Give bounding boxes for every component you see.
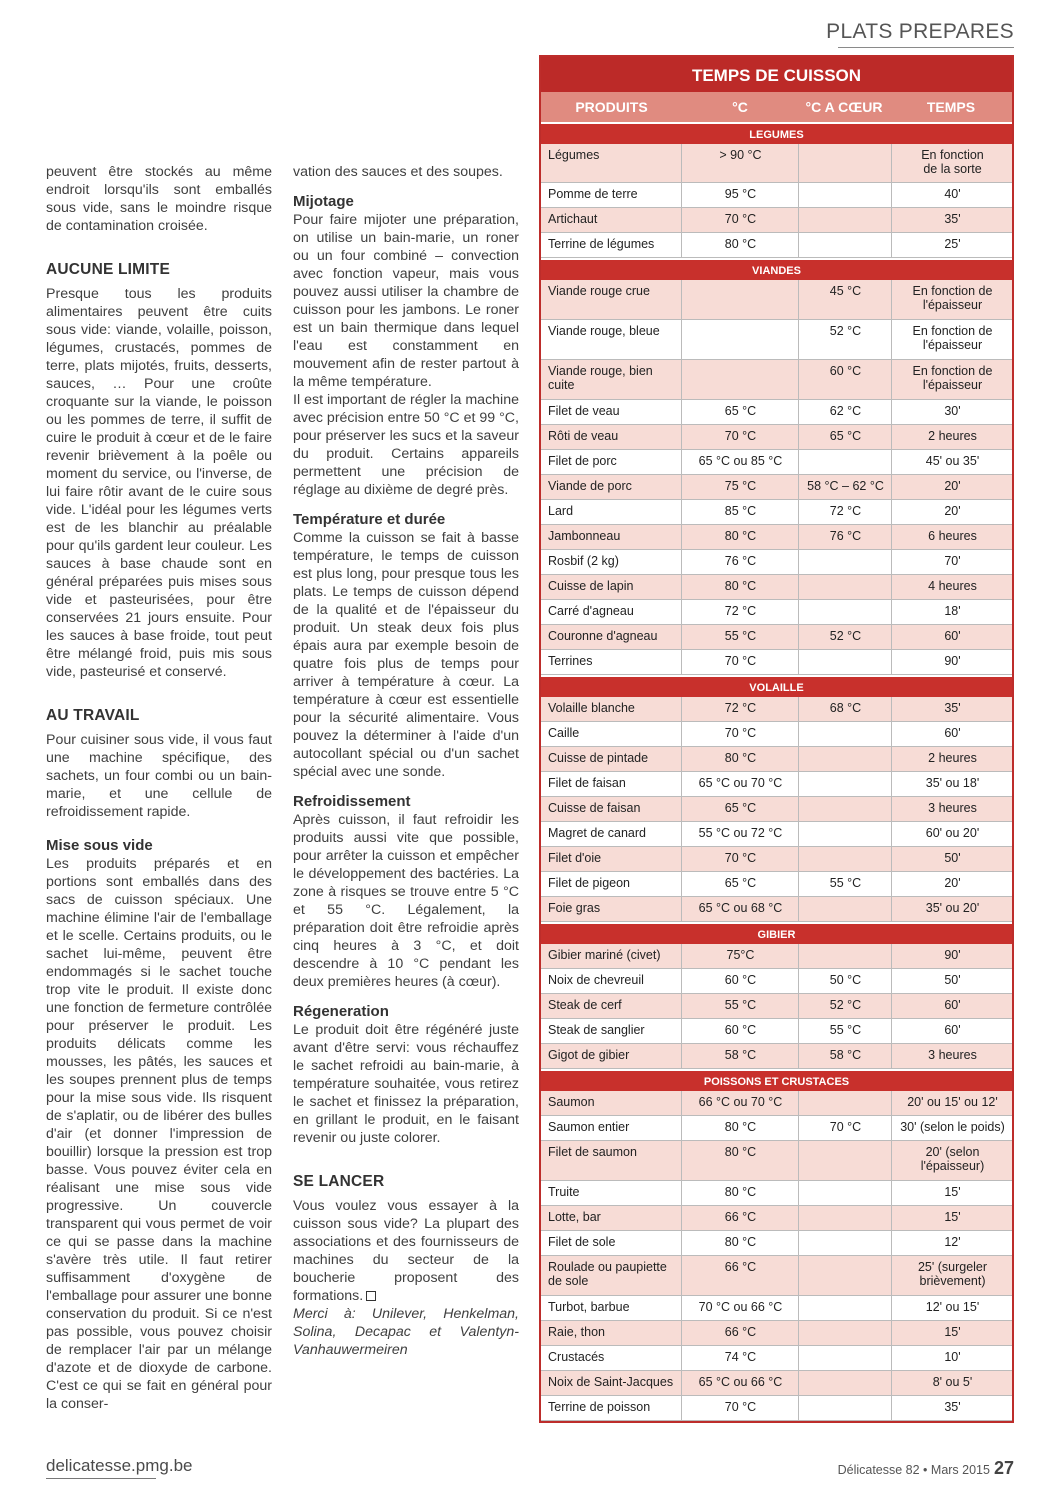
cell-core-temperature (799, 233, 892, 258)
cell-core-temperature: 76 °C (799, 525, 892, 550)
cell-product: Légumes (541, 144, 682, 183)
category-row: GIBIER (541, 922, 1012, 944)
cell-core-temperature: 52 °C (799, 994, 892, 1019)
cell-time: 35' ou 18' (892, 772, 1012, 797)
cell-product: Pomme de terre (541, 183, 682, 208)
table-row (541, 994, 1012, 1019)
cell-time: En fonction de la sorte (892, 144, 1012, 183)
cell-core-temperature: 68 °C (799, 697, 892, 722)
cell-core-temperature: 55 °C (799, 1019, 892, 1044)
cell-time: 60' (892, 625, 1012, 650)
cell-product: Artichaut (541, 208, 682, 233)
cell-core-temperature (799, 183, 892, 208)
table-row (541, 697, 1012, 722)
table-row (541, 233, 1012, 258)
table-row (541, 1396, 1012, 1421)
cell-time: 4 heures (892, 575, 1012, 600)
paragraph: Après cuisson, il faut refroidir les produits aussi vite que possible, pour arrêter la cuisson et empêcher le développement des bactéries. La zone à risques se trouve entre 5 °C et 55 °C. Légalement, la préparation doit être refroidie après cinq heures à 3 °C, et doit descendre à 10 °C pendant les deux premières heures (à cœur). (293, 812, 519, 990)
cell-time: 10' (892, 1346, 1012, 1371)
cell-product: Caille (541, 722, 682, 747)
cell-core-temperature (799, 1371, 892, 1396)
heading-se-lancer: SE LANCER (293, 1173, 385, 1190)
cell-time: 3 heures (892, 1044, 1012, 1069)
category-row: POISSONS ET CRUSTACES (541, 1069, 1012, 1091)
table-row (541, 425, 1012, 450)
cell-product: Turbot, barbue (541, 1296, 682, 1321)
cell-time: 45' ou 35' (892, 450, 1012, 475)
cell-temperature: 65 °C ou 66 °C (682, 1371, 799, 1396)
table-header-row (541, 92, 1012, 122)
cell-time: 35' (892, 697, 1012, 722)
cell-product: Cuisse de lapin (541, 575, 682, 600)
cell-time: 20' (892, 500, 1012, 525)
table-row (541, 400, 1012, 425)
cell-temperature: 65 °C ou 85 °C (682, 450, 799, 475)
cell-temperature: 80 °C (682, 525, 799, 550)
paragraph-text: Vous voulez vous essayer à la cuisson sous vide? La plupart des associations et des fournisseurs de machines du secteur de la boucherie proposent des formations. (293, 1198, 519, 1304)
heading-aucune-limite: AUCUNE LIMITE (46, 261, 171, 278)
cell-temperature: 70 °C (682, 722, 799, 747)
cell-time: 90' (892, 650, 1012, 675)
cell-time: 30' (selon le poids) (892, 1116, 1012, 1141)
cell-temperature: 55 °C (682, 994, 799, 1019)
cell-core-temperature (799, 144, 892, 183)
table-title: TEMPS DE CUISSON (541, 57, 1012, 92)
cell-core-temperature (799, 1141, 892, 1181)
cell-product: Filet de porc (541, 450, 682, 475)
issue-label: Délicatesse 82 • Mars 2015 (837, 1463, 990, 1477)
cooking-times-table (539, 55, 1014, 1423)
table-row (541, 183, 1012, 208)
cell-temperature: 72 °C (682, 600, 799, 625)
cell-product: Filet de saumon (541, 1141, 682, 1181)
cell-core-temperature: 52 °C (799, 625, 892, 650)
cell-product: Filet d'oie (541, 847, 682, 872)
cell-product: Terrines (541, 650, 682, 675)
cell-core-temperature (799, 575, 892, 600)
column-header-temps: TEMPS (926, 99, 976, 115)
table-row (541, 1296, 1012, 1321)
cell-temperature: 65 °C (682, 797, 799, 822)
cell-time: 30' (892, 400, 1012, 425)
cell-time: 3 heures (892, 797, 1012, 822)
cell-product: Terrine de légumes (541, 233, 682, 258)
heading-refroidissement: Refroidissement (293, 793, 411, 810)
cell-product: Noix de Saint-Jacques (541, 1371, 682, 1396)
cell-product: Gigot de gibier (541, 1044, 682, 1069)
cell-temperature: 74 °C (682, 1346, 799, 1371)
cell-core-temperature: 72 °C (799, 500, 892, 525)
page-number: 27 (993, 1458, 1014, 1478)
cell-temperature: 70 °C (682, 425, 799, 450)
table-row (541, 772, 1012, 797)
cell-temperature: 65 °C (682, 872, 799, 897)
table-row (541, 600, 1012, 625)
cell-core-temperature: 45 °C (799, 280, 892, 320)
cell-time: 40' (892, 183, 1012, 208)
cell-temperature: 72 °C (682, 697, 799, 722)
cell-product: Foie gras (541, 897, 682, 922)
cell-time: 35' (892, 1396, 1012, 1421)
cell-product: Lard (541, 500, 682, 525)
cell-time: 60' (892, 994, 1012, 1019)
cell-time: 15' (892, 1206, 1012, 1231)
cell-temperature: 80 °C (682, 1181, 799, 1206)
cell-core-temperature (799, 450, 892, 475)
table-row (541, 1256, 1012, 1296)
column-header-temperature: °C (732, 99, 748, 115)
website-underline (46, 1478, 156, 1479)
table-row (541, 847, 1012, 872)
cell-product: Jambonneau (541, 525, 682, 550)
cell-product: Viande rouge, bleue (541, 320, 682, 360)
table-row (541, 747, 1012, 772)
table-row (541, 1206, 1012, 1231)
table-row (541, 360, 1012, 400)
cell-product: Rôti de veau (541, 425, 682, 450)
cell-temperature: 66 °C (682, 1256, 799, 1296)
table-row (541, 625, 1012, 650)
cell-temperature: 58 °C (682, 1044, 799, 1069)
cell-product: Steak de cerf (541, 994, 682, 1019)
cell-product: Lotte, bar (541, 1206, 682, 1231)
table-row (541, 797, 1012, 822)
cell-time: 35' ou 20' (892, 897, 1012, 922)
cell-temperature: 85 °C (682, 500, 799, 525)
table-row (541, 1116, 1012, 1141)
table-row (541, 280, 1012, 320)
cell-core-temperature (799, 650, 892, 675)
cell-temperature: 80 °C (682, 747, 799, 772)
cell-core-temperature (799, 847, 892, 872)
cell-time: 50' (892, 847, 1012, 872)
cell-temperature: 70 °C ou 66 °C (682, 1296, 799, 1321)
cell-temperature: 65 °C ou 70 °C (682, 772, 799, 797)
cell-temperature: 80 °C (682, 575, 799, 600)
cell-time: 20' (selon l'épaisseur) (892, 1141, 1012, 1181)
cell-core-temperature: 58 °C – 62 °C (799, 475, 892, 500)
paragraph (293, 1197, 519, 1305)
acknowledgements: Merci à: Unilever, Henkelman, Solina, Decapac et Valentyn-Vanhauwermeiren (293, 1306, 519, 1358)
cell-core-temperature (799, 208, 892, 233)
heading-mijotage: Mijotage (293, 193, 354, 210)
cell-core-temperature (799, 1091, 892, 1116)
cell-product: Steak de sanglier (541, 1019, 682, 1044)
cell-time: 25' (surgeler brièvement) (892, 1256, 1012, 1296)
article-column-2 (293, 163, 519, 1359)
table-row (541, 575, 1012, 600)
paragraph: vation des sauces et des soupes. (293, 164, 503, 180)
cell-core-temperature (799, 1346, 892, 1371)
column-header-produits: PRODUITS (575, 99, 648, 115)
table-row (541, 969, 1012, 994)
paragraph: Pour cuisiner sous vide, il vous faut une machine spécifique, des sachets, un four combi ou un bain-marie, et une cellule de refroidissement rapide. (46, 732, 272, 820)
cell-temperature: 60 °C (682, 969, 799, 994)
cell-core-temperature (799, 822, 892, 847)
cell-time: 8' ou 5' (892, 1371, 1012, 1396)
table-row (541, 822, 1012, 847)
cell-temperature: 76 °C (682, 550, 799, 575)
cell-product: Filet de veau (541, 400, 682, 425)
cell-time: 20' (892, 872, 1012, 897)
cell-product: Cuisse de faisan (541, 797, 682, 822)
cell-temperature: 70 °C (682, 847, 799, 872)
cell-core-temperature (799, 747, 892, 772)
cell-product: Rosbif (2 kg) (541, 550, 682, 575)
table-row (541, 897, 1012, 922)
cell-core-temperature (799, 550, 892, 575)
cell-core-temperature: 52 °C (799, 320, 892, 360)
cell-core-temperature (799, 722, 892, 747)
table-row (541, 1231, 1012, 1256)
table-row (541, 1091, 1012, 1116)
cell-time: 15' (892, 1181, 1012, 1206)
paragraph: Pour faire mijoter une préparation, on utilise un bain-marie, un roner ou un four combiné – convection avec fonction vapeur, mais vous pouvez aussi utiliser la chambre de cuisson pour les jambons. Le roner est un bain thermique dans lequel l'eau est constamment en mouvement afin de rester partout à la même température. (293, 212, 519, 390)
cell-temperature (682, 360, 799, 400)
table-row (541, 144, 1012, 183)
table-row (541, 1019, 1012, 1044)
cell-product: Gibier mariné (civet) (541, 944, 682, 969)
column-header-core-temperature: °C A CŒUR (805, 99, 883, 115)
cell-core-temperature (799, 897, 892, 922)
table-row (541, 1141, 1012, 1181)
cell-temperature: > 90 °C (682, 144, 799, 183)
table-row (541, 722, 1012, 747)
table-body (541, 122, 1012, 1421)
cell-time: 90' (892, 944, 1012, 969)
cell-time: 35' (892, 208, 1012, 233)
cell-time: En fonction de l'épaisseur (892, 280, 1012, 320)
cell-time: 60' ou 20' (892, 822, 1012, 847)
article-column-1 (46, 163, 272, 1413)
cell-core-temperature (799, 944, 892, 969)
cell-product: Truite (541, 1181, 682, 1206)
website-url: delicatesse.pmg.be (46, 1456, 193, 1475)
heading-mise-sous-vide: Mise sous vide (46, 837, 153, 854)
cell-temperature: 70 °C (682, 650, 799, 675)
table-row (541, 1044, 1012, 1069)
cell-product: Saumon (541, 1091, 682, 1116)
page-footer (838, 1458, 1014, 1479)
cell-core-temperature: 55 °C (799, 872, 892, 897)
cell-product: Noix de chevreuil (541, 969, 682, 994)
section-title: PLATS PREPARES (826, 20, 1014, 43)
cell-temperature: 80 °C (682, 1141, 799, 1181)
cell-core-temperature (799, 1231, 892, 1256)
cell-temperature: 66 °C (682, 1206, 799, 1231)
cell-time: 12' (892, 1231, 1012, 1256)
cell-product: Filet de pigeon (541, 872, 682, 897)
table-row (541, 650, 1012, 675)
table-row (541, 1346, 1012, 1371)
cell-temperature: 70 °C (682, 208, 799, 233)
cell-temperature: 75°C (682, 944, 799, 969)
category-row: VIANDES (541, 258, 1012, 280)
cell-core-temperature: 60 °C (799, 360, 892, 400)
paragraph: Le produit doit être régénéré juste avant d'être servi: vous réchauffez le sachet refroidi au bain-marie, à température souhaitée, vous retirez le sachet et finissez la préparation, en grillant le produit, en le faisant revenir ou juste colorer. (293, 1022, 519, 1146)
table-row (541, 320, 1012, 360)
cell-time: 2 heures (892, 425, 1012, 450)
cell-product: Filet de faisan (541, 772, 682, 797)
header-rule (838, 47, 1014, 48)
cell-product: Roulade ou paupiette de sole (541, 1256, 682, 1296)
cell-temperature: 65 °C ou 68 °C (682, 897, 799, 922)
cell-product: Viande rouge, bien cuite (541, 360, 682, 400)
cell-temperature: 66 °C ou 70 °C (682, 1091, 799, 1116)
cell-time: 20' (892, 475, 1012, 500)
cell-core-temperature (799, 1206, 892, 1231)
cell-core-temperature (799, 1321, 892, 1346)
cell-product: Carré d'agneau (541, 600, 682, 625)
paragraph: peuvent être stockés au même endroit lorsqu'ils sont emballés sous vide, sans le moindre risque de contamination croisée. (46, 164, 272, 234)
table-row (541, 944, 1012, 969)
cell-core-temperature (799, 1256, 892, 1296)
cell-time: 15' (892, 1321, 1012, 1346)
cell-temperature (682, 280, 799, 320)
cell-time: 70' (892, 550, 1012, 575)
category-row: VOLAILLE (541, 675, 1012, 697)
table-row (541, 550, 1012, 575)
cell-temperature: 55 °C (682, 625, 799, 650)
paragraph: Il est important de régler la machine avec précision entre 50 °C et 99 °C, pour préserver les sucs et la saveur du produit. Certains appareils permettent une précision de réglage au dixième de degré près. (293, 392, 519, 498)
cell-temperature: 55 °C ou 72 °C (682, 822, 799, 847)
cell-product: Cuisse de pintade (541, 747, 682, 772)
cell-time: 60' (892, 1019, 1012, 1044)
cell-product: Viande de porc (541, 475, 682, 500)
table-row (541, 1181, 1012, 1206)
paragraph: Presque tous les produits alimentaires peuvent être cuits sous vide: viande, volaille, poisson, légumes, crustacés, pommes de terre, plats mijotés, fruits, desserts, sauces, … Pour une croûte croquante sur la viande, le poisson ou les pommes de terre, il suffit de cuire le produit à cœur et de le faire revenir brièvement à la poêle ou moment du service, ou l'inverse, de lui faire rôtir avant de le cuire sous vide. L'idéal pour les légumes verts est de les blanchir au préalable pour qu'ils gardent leur couleur. Les sauces à base chaude sont en général préparées puis mises sous vide et pasteurisées, pour être conservées 21 jours ensuite. Pour les sauces à base froide, tout peut être mélangé froid, puis mis sous vide, pasteurisé et conservé. (46, 286, 272, 680)
heading-temperature: Température et durée (293, 511, 446, 528)
heading-au-travail: AU TRAVAIL (46, 707, 140, 724)
table-row (541, 1371, 1012, 1396)
end-square-icon (366, 1291, 376, 1301)
paragraph: Comme la cuisson se fait à basse température, le temps de cuisson est plus long, pour presque tous les plats. Le temps de cuisson dépend de la qualité et de l'épaisseur du produit. Un steak deux fois plus épais aura par exemple besoin de quatre fois plus de temps pour arriver à température à cœur. La température à cœur est essentielle pour la sécurité alimentaire. Vous pouvez la déterminer à l'aide d'un autocollant spécial ou d'un sachet spécial avec une sonde. (293, 530, 519, 780)
cell-temperature (682, 320, 799, 360)
cell-time: 2 heures (892, 747, 1012, 772)
cell-time: 25' (892, 233, 1012, 258)
cell-temperature: 66 °C (682, 1321, 799, 1346)
table-row (541, 450, 1012, 475)
table-row (541, 872, 1012, 897)
cell-time: 50' (892, 969, 1012, 994)
cell-core-temperature: 65 °C (799, 425, 892, 450)
cell-core-temperature: 62 °C (799, 400, 892, 425)
cell-product: Crustacés (541, 1346, 682, 1371)
cell-product: Saumon entier (541, 1116, 682, 1141)
cell-product: Viande rouge crue (541, 280, 682, 320)
cell-time: En fonction de l'épaisseur (892, 360, 1012, 400)
table-row (541, 500, 1012, 525)
cell-product: Terrine de poisson (541, 1396, 682, 1421)
cell-product: Raie, thon (541, 1321, 682, 1346)
cell-temperature: 80 °C (682, 1116, 799, 1141)
cell-temperature: 65 °C (682, 400, 799, 425)
cell-temperature: 80 °C (682, 233, 799, 258)
cell-product: Couronne d'agneau (541, 625, 682, 650)
cell-core-temperature: 70 °C (799, 1116, 892, 1141)
cell-time: 60' (892, 722, 1012, 747)
cell-core-temperature: 58 °C (799, 1044, 892, 1069)
cell-time: 20' ou 15' ou 12' (892, 1091, 1012, 1116)
cell-time: En fonction de l'épaisseur (892, 320, 1012, 360)
cell-temperature: 70 °C (682, 1396, 799, 1421)
paragraph: Les produits préparés et en portions sont emballés dans des sacs de cuisson spéciaux. Une machine élimine l'air de l'emballage et le scelle. Certains produits, ou le sachet lui-même, peuvent être endommagés si le sachet touche trop vite le produit. Il existe donc une fonction de fermeture contrôlée pour préserver le produit. Les produits délicats comme les mousses, les pâtés, les sauces et les soupes prennent plus de temps pour la mise sous vide. Ils risquent de s'aplatir, ou de libérer des bulles d'air (et donner l'impression de bouillir) lorsque la pression est trop basse. Vous pouvez éviter cela en réalisant une mise sous vide progressive. Un couvercle transparent qui vous permet de voir ce qui se passe dans la machine s'avère très utile. Il faut retirer suffisamment d'oxygène de l'emballage pour assurer une bonne conservation du produit. Si ce n'est pas possible, vous pouvez choisir de remplacer l'air par un mélange d'azote et de dioxyde de carbone. C'est ce qui se fait en général pour la conser- (46, 856, 272, 1412)
cell-temperature: 80 °C (682, 1231, 799, 1256)
cell-temperature: 95 °C (682, 183, 799, 208)
cell-core-temperature (799, 797, 892, 822)
cell-product: Magret de canard (541, 822, 682, 847)
cell-time: 6 heures (892, 525, 1012, 550)
cell-product: Volaille blanche (541, 697, 682, 722)
cell-core-temperature (799, 600, 892, 625)
cell-time: 18' (892, 600, 1012, 625)
table-row (541, 525, 1012, 550)
cell-temperature: 60 °C (682, 1019, 799, 1044)
cell-core-temperature (799, 772, 892, 797)
category-row: LEGUMES (541, 122, 1012, 144)
cell-core-temperature (799, 1396, 892, 1421)
cell-core-temperature (799, 1181, 892, 1206)
cell-core-temperature (799, 1296, 892, 1321)
cell-product: Filet de sole (541, 1231, 682, 1256)
table-row (541, 475, 1012, 500)
heading-regeneration: Régeneration (293, 1003, 389, 1020)
cell-core-temperature: 50 °C (799, 969, 892, 994)
table-row (541, 1321, 1012, 1346)
cell-time: 12' ou 15' (892, 1296, 1012, 1321)
cell-temperature: 75 °C (682, 475, 799, 500)
table-row (541, 208, 1012, 233)
